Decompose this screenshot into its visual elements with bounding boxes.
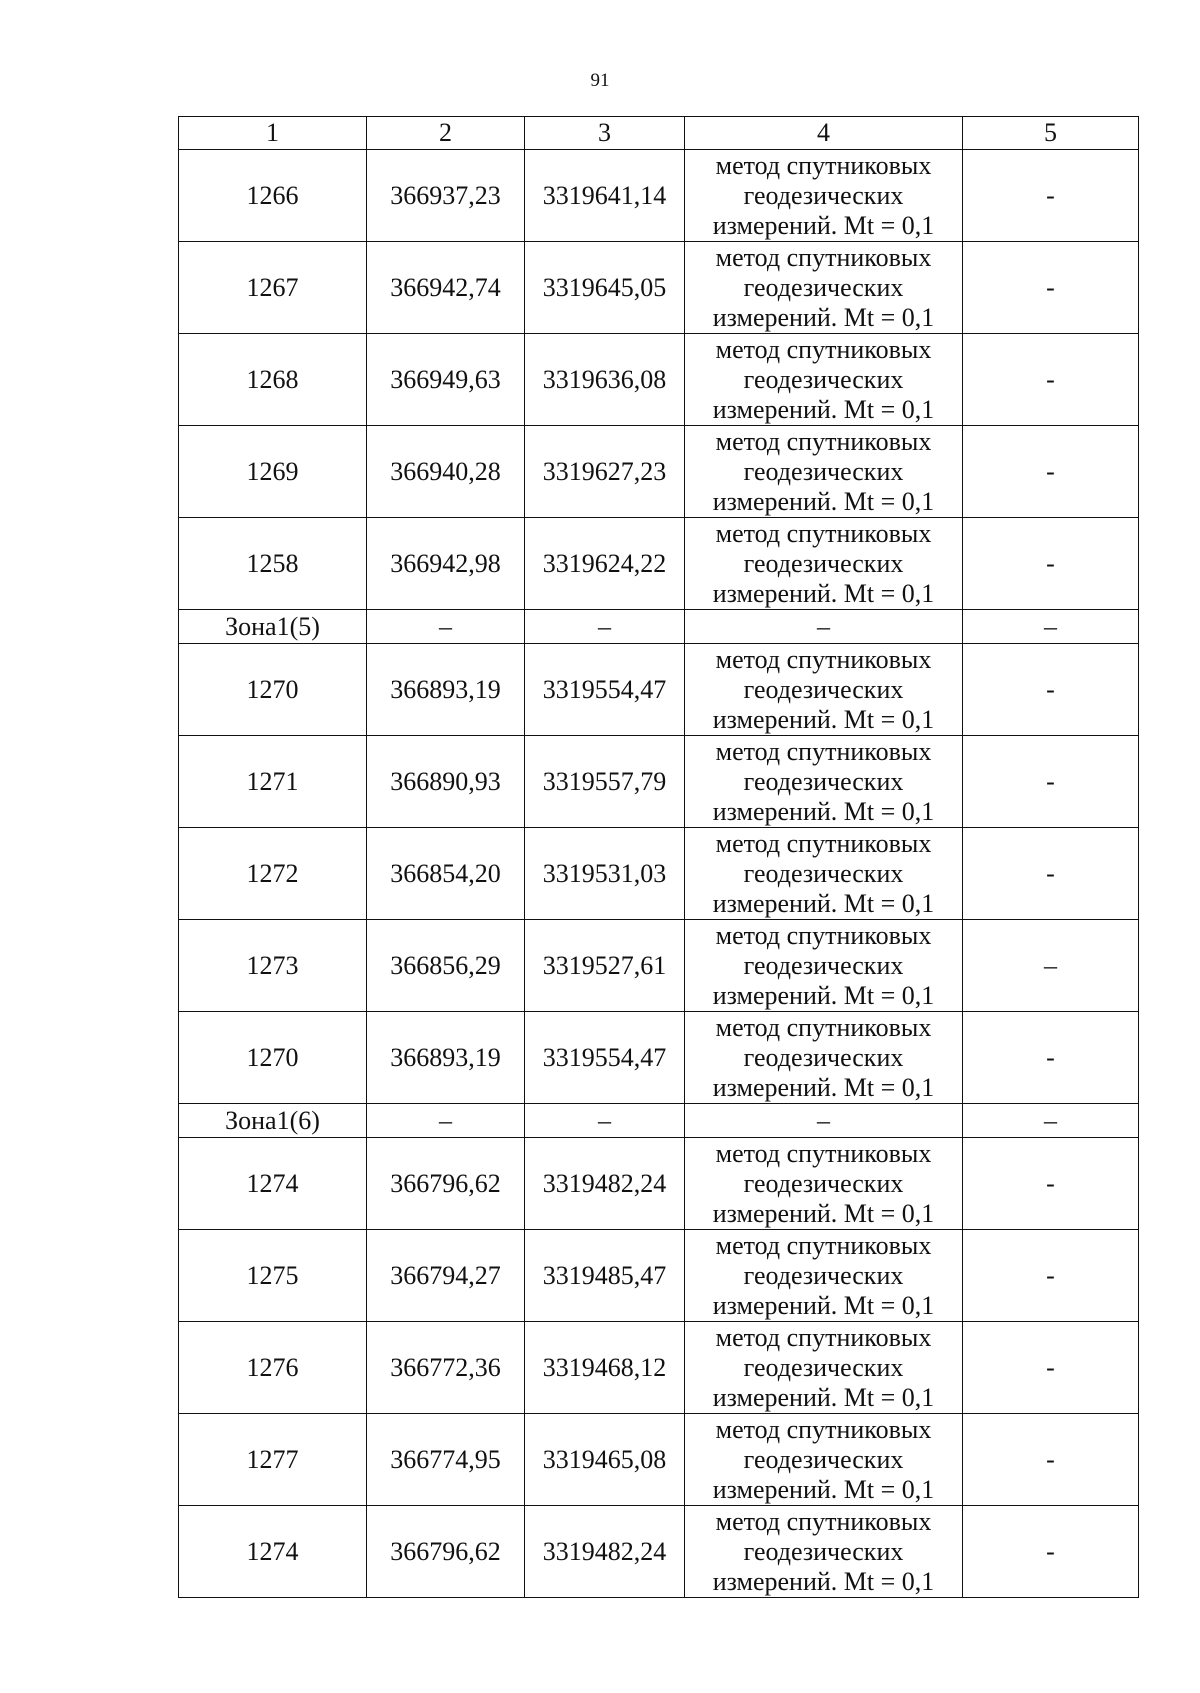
note-cell: - [963,1506,1139,1598]
method-cell [685,1138,963,1230]
y-coordinate-cell: 3319485,47 [525,1230,685,1322]
method-cell [685,1230,963,1322]
x-coordinate-cell: 366774,95 [367,1414,525,1506]
point-number-cell: Зона1(5) [179,610,367,644]
x-coordinate-cell: 366794,27 [367,1230,525,1322]
x-coordinate-cell: 366940,28 [367,426,525,518]
coordinates-table [178,116,1139,1598]
y-coordinate-cell: 3319531,03 [525,828,685,920]
note-cell: – [963,610,1139,644]
method-text: метод спутниковых геодезических измерений. Mt = 0,1 [712,242,935,332]
method-text: метод спутниковых геодезических измерений. Mt = 0,1 [712,334,935,424]
method-cell [685,1322,963,1414]
table-row [179,150,1139,242]
y-coordinate-cell: 3319645,05 [525,242,685,334]
x-coordinate-cell: 366796,62 [367,1138,525,1230]
note-cell: - [963,334,1139,426]
table-row [179,1138,1139,1230]
y-coordinate-cell: – [525,610,685,644]
zone-row [179,1104,1139,1138]
y-coordinate-cell: 3319641,14 [525,150,685,242]
method-cell [685,518,963,610]
y-coordinate-cell: 3319554,47 [525,644,685,736]
method-cell [685,426,963,518]
table-row [179,1012,1139,1104]
point-number-cell: 1270 [179,644,367,736]
x-coordinate-cell: 366942,74 [367,242,525,334]
column-header-5: 5 [963,117,1139,150]
x-coordinate-cell: 366942,98 [367,518,525,610]
point-number-cell: 1277 [179,1414,367,1506]
y-coordinate-cell: 3319482,24 [525,1506,685,1598]
table-row [179,644,1139,736]
method-cell [685,644,963,736]
x-coordinate-cell: 366893,19 [367,1012,525,1104]
x-coordinate-cell: – [367,610,525,644]
note-cell: – [963,1104,1139,1138]
method-cell [685,242,963,334]
x-coordinate-cell: 366772,36 [367,1322,525,1414]
method-cell [685,920,963,1012]
method-text: метод спутниковых геодезических измерений. Mt = 0,1 [712,1322,935,1412]
y-coordinate-cell: 3319465,08 [525,1414,685,1506]
method-cell: – [685,610,963,644]
method-text: метод спутниковых геодезических измерений. Mt = 0,1 [712,644,935,734]
column-header-1: 1 [179,117,367,150]
method-text: метод спутниковых геодезических измерений. Mt = 0,1 [712,1414,935,1504]
x-coordinate-cell: 366856,29 [367,920,525,1012]
method-cell [685,150,963,242]
method-cell: – [685,1104,963,1138]
y-coordinate-cell: 3319557,79 [525,736,685,828]
note-cell: - [963,1414,1139,1506]
note-cell: - [963,1230,1139,1322]
y-coordinate-cell: 3319624,22 [525,518,685,610]
x-coordinate-cell: 366937,23 [367,150,525,242]
table-row [179,1506,1139,1598]
note-cell: - [963,242,1139,334]
note-cell: - [963,1322,1139,1414]
method-text: метод спутниковых геодезических измерений. Mt = 0,1 [712,920,935,1010]
method-text: метод спутниковых геодезических измерений. Mt = 0,1 [712,1138,935,1228]
point-number-cell: 1269 [179,426,367,518]
column-header-3: 3 [525,117,685,150]
table-row [179,518,1139,610]
method-text: метод спутниковых геодезических измерений. Mt = 0,1 [712,150,935,240]
table-row [179,1414,1139,1506]
point-number-cell: 1266 [179,150,367,242]
column-header-2: 2 [367,117,525,150]
table-header-row [179,117,1139,150]
note-cell: - [963,518,1139,610]
y-coordinate-cell: 3319554,47 [525,1012,685,1104]
x-coordinate-cell: 366854,20 [367,828,525,920]
y-coordinate-cell: – [525,1104,685,1138]
method-text: метод спутниковых геодезических измерений. Mt = 0,1 [712,1012,935,1102]
table-row [179,1322,1139,1414]
method-text: метод спутниковых геодезических измерений. Mt = 0,1 [712,518,935,608]
point-number-cell: 1276 [179,1322,367,1414]
point-number-cell: 1272 [179,828,367,920]
zone-row [179,610,1139,644]
table-row [179,426,1139,518]
table-row [179,1230,1139,1322]
table-row [179,828,1139,920]
page-number: 91 [590,70,610,91]
table-row [179,242,1139,334]
x-coordinate-cell: 366890,93 [367,736,525,828]
x-coordinate-cell: 366796,62 [367,1506,525,1598]
point-number-cell: 1274 [179,1506,367,1598]
method-cell [685,1012,963,1104]
note-cell: - [963,644,1139,736]
point-number-cell: 1270 [179,1012,367,1104]
method-cell [685,736,963,828]
y-coordinate-cell: 3319627,23 [525,426,685,518]
x-coordinate-cell: 366949,63 [367,334,525,426]
table-row [179,920,1139,1012]
note-cell: - [963,426,1139,518]
method-text: метод спутниковых геодезических измерений. Mt = 0,1 [712,426,935,516]
y-coordinate-cell: 3319482,24 [525,1138,685,1230]
table-body [179,150,1139,1598]
point-number-cell: 1274 [179,1138,367,1230]
method-cell [685,828,963,920]
x-coordinate-cell: – [367,1104,525,1138]
point-number-cell: 1271 [179,736,367,828]
column-header-4: 4 [685,117,963,150]
point-number-cell: 1275 [179,1230,367,1322]
method-cell [685,1506,963,1598]
y-coordinate-cell: 3319468,12 [525,1322,685,1414]
point-number-cell: 1268 [179,334,367,426]
note-cell: - [963,150,1139,242]
point-number-cell: 1258 [179,518,367,610]
method-text: метод спутниковых геодезических измерений. Mt = 0,1 [712,1506,935,1596]
method-cell [685,1414,963,1506]
y-coordinate-cell: 3319636,08 [525,334,685,426]
point-number-cell: 1273 [179,920,367,1012]
note-cell: - [963,828,1139,920]
note-cell: – [963,920,1139,1012]
note-cell: - [963,736,1139,828]
x-coordinate-cell: 366893,19 [367,644,525,736]
table-row [179,736,1139,828]
method-cell [685,334,963,426]
table-row [179,334,1139,426]
method-text: метод спутниковых геодезических измерений. Mt = 0,1 [712,736,935,826]
y-coordinate-cell: 3319527,61 [525,920,685,1012]
note-cell: - [963,1138,1139,1230]
point-number-cell: Зона1(6) [179,1104,367,1138]
method-text: метод спутниковых геодезических измерений. Mt = 0,1 [712,828,935,918]
note-cell: - [963,1012,1139,1104]
method-text: метод спутниковых геодезических измерений. Mt = 0,1 [712,1230,935,1320]
point-number-cell: 1267 [179,242,367,334]
